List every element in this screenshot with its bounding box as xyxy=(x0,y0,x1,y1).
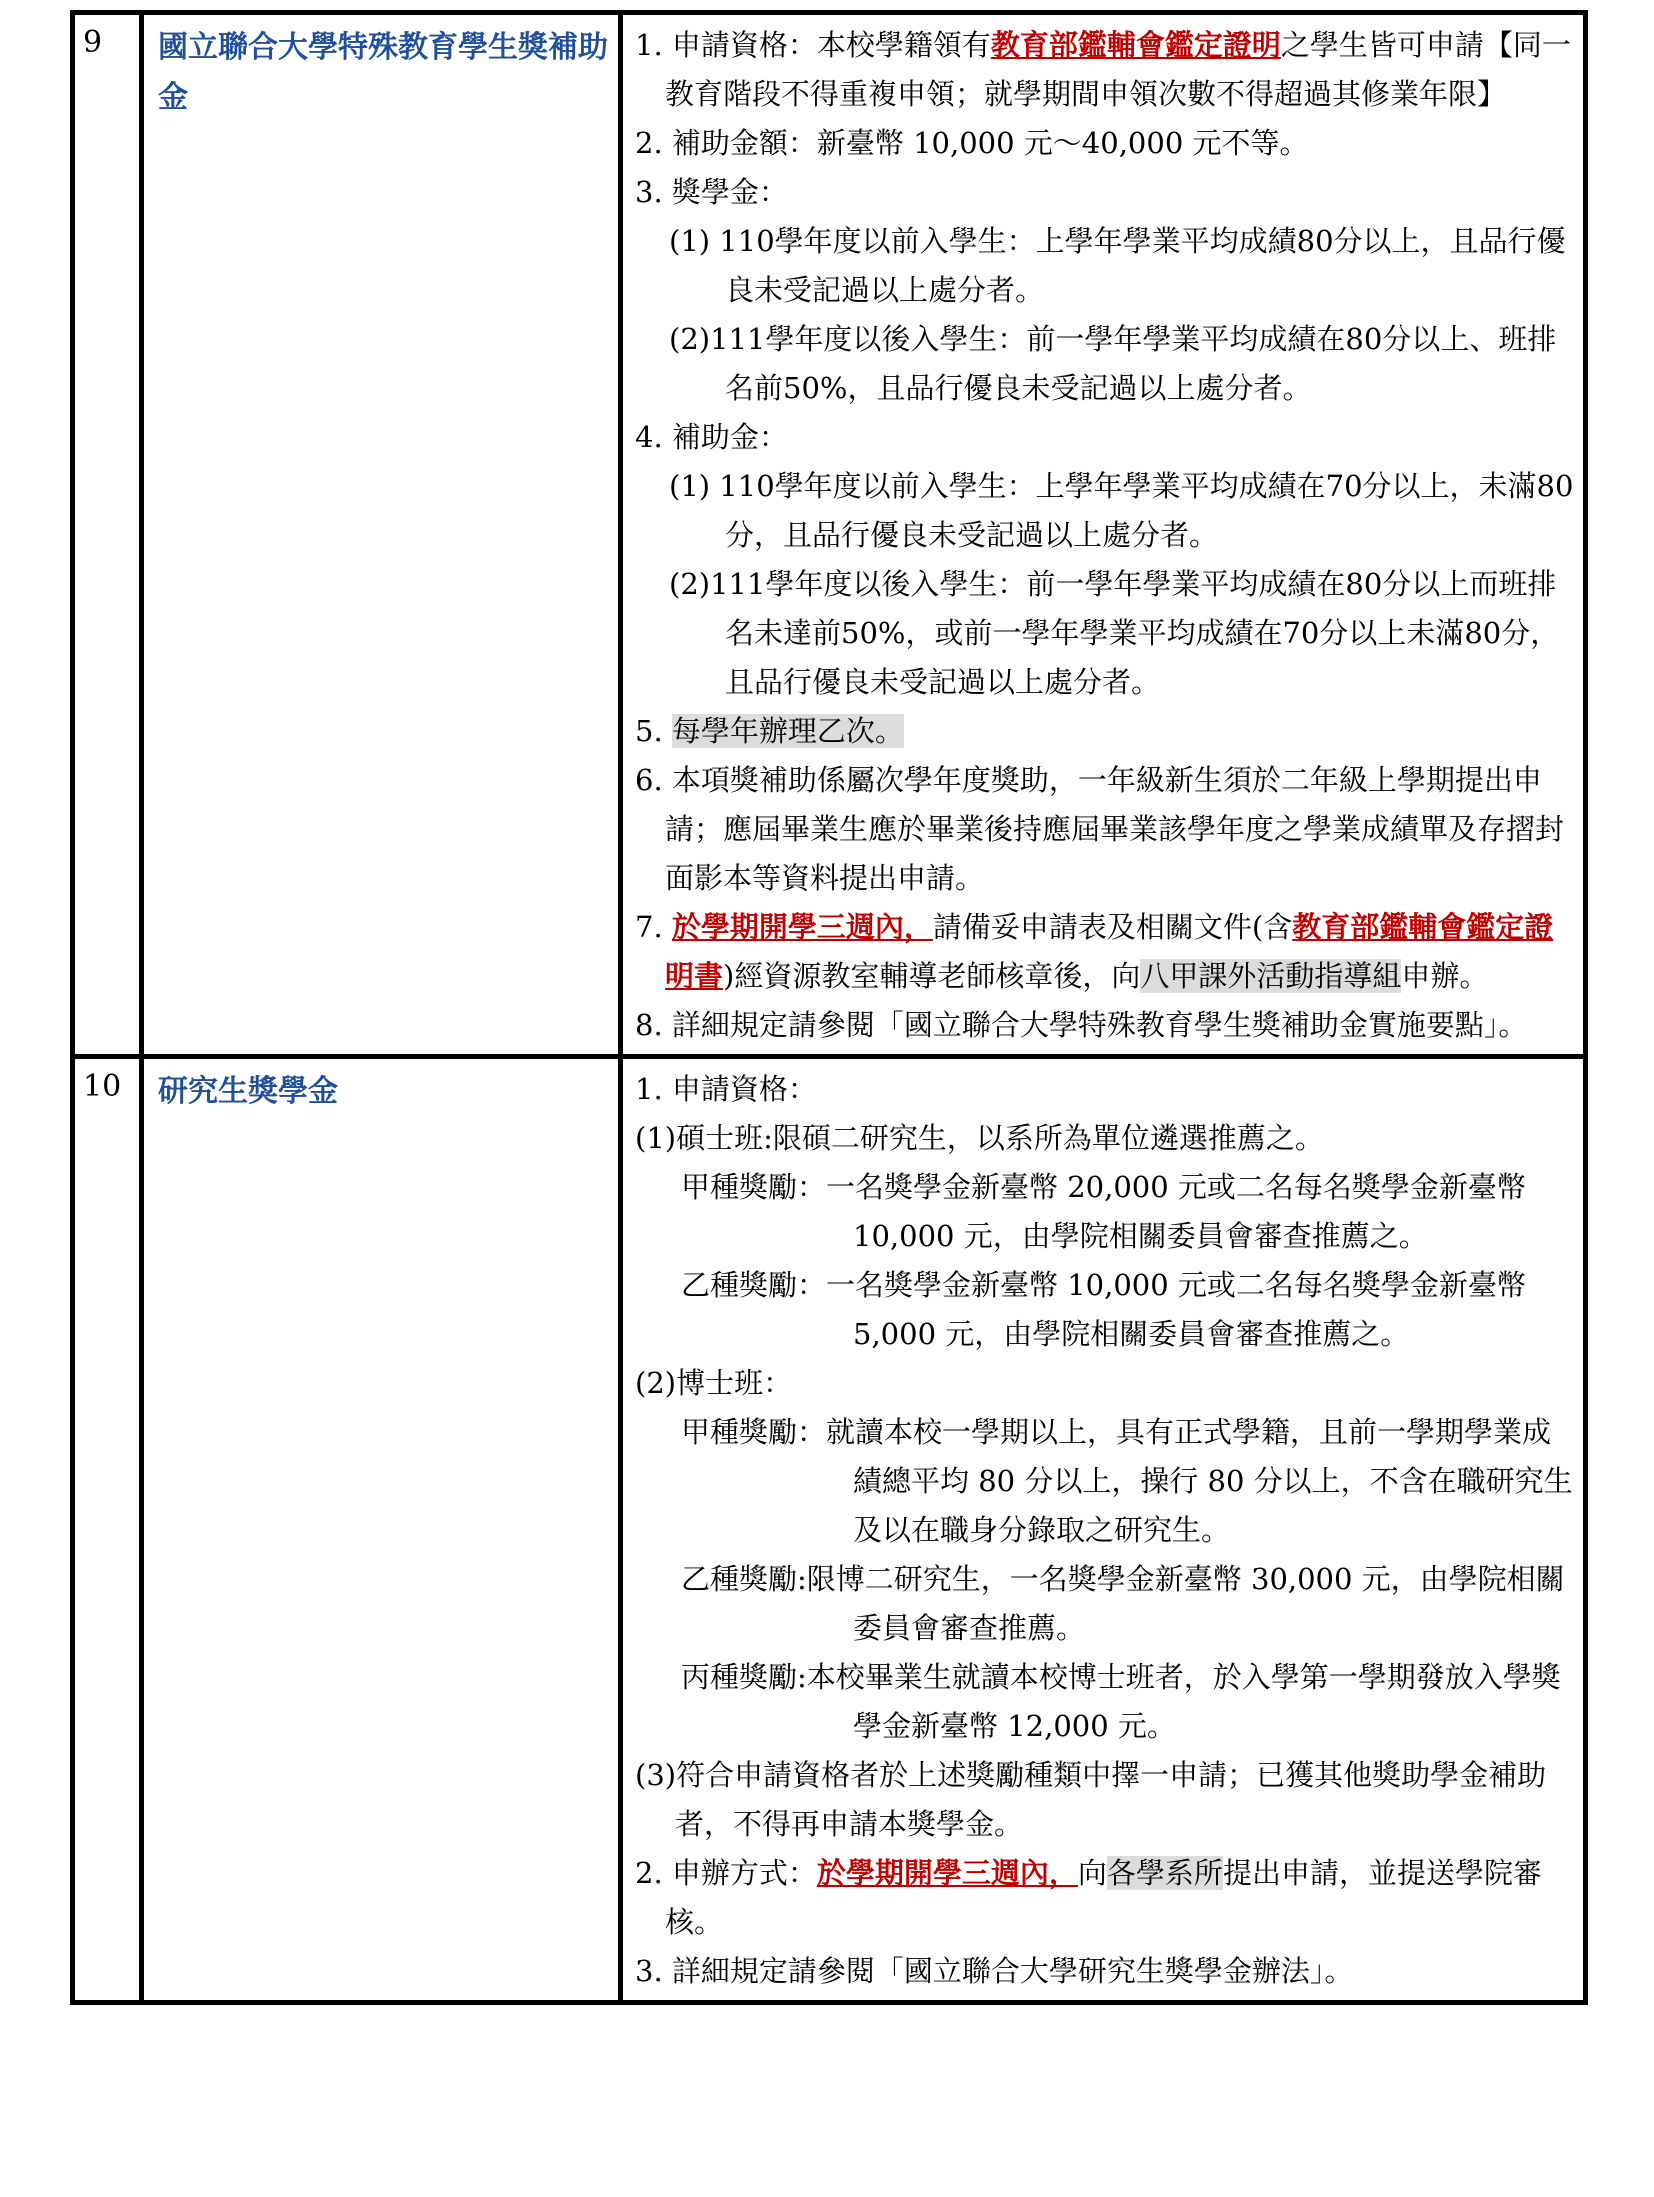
detail-text: 8. 詳細規定請參閱「國立聯合大學特殊教育學生獎補助金實施要點」。 xyxy=(635,1008,1528,1042)
emphasis-text: 教育部鑑輔會鑑定證明書 xyxy=(665,910,1554,993)
detail-text: 5. xyxy=(635,714,672,748)
highlighted-text: 八甲課外活動指導組 xyxy=(1140,959,1402,993)
detail-line xyxy=(635,1849,1575,1947)
detail-line xyxy=(635,1065,1575,1114)
detail-line xyxy=(635,168,1575,217)
detail-text: (2)111學年度以後入學生：前一學年學業平均成績在80分以上、班排名前50%，且品行優良未受記過以上處分者。 xyxy=(669,322,1557,405)
detail-line xyxy=(635,413,1575,462)
emphasis-text: 於學期開學三週內， xyxy=(816,1856,1078,1890)
detail-text: 請備妥申請表及相關文件(含 xyxy=(932,910,1293,944)
detail-text: 1. 申請資格： xyxy=(635,1072,817,1106)
detail-text: 2. 補助金額：新臺幣 10,000 元～40,000 元不等。 xyxy=(635,126,1309,160)
detail-line xyxy=(635,1261,1575,1359)
scholarship-table xyxy=(70,10,1588,2005)
detail-line xyxy=(635,462,1575,560)
detail-line xyxy=(635,1114,1575,1163)
detail-line xyxy=(635,1163,1575,1261)
detail-line xyxy=(635,1751,1575,1849)
highlighted-text: 每學年辦理乙次。 xyxy=(671,714,904,748)
detail-text: 7. xyxy=(635,910,672,944)
detail-line xyxy=(635,560,1575,707)
detail-text: 乙種獎勵:限博二研究生，一名獎學金新臺幣 30,000 元，由學院相關委員會審查推薦。 xyxy=(681,1562,1565,1645)
detail-text: (3)符合申請資格者於上述獎勵種類中擇一申請；已獲其他獎助學金補助者，不得再申請本獎學金。 xyxy=(635,1758,1547,1841)
detail-text: 申辦。 xyxy=(1401,959,1489,993)
detail-line xyxy=(635,315,1575,413)
detail-line xyxy=(635,119,1575,168)
detail-line xyxy=(635,1001,1575,1050)
highlighted-text: 各學系所 xyxy=(1106,1856,1223,1890)
detail-line xyxy=(635,1555,1575,1653)
detail-line xyxy=(635,217,1575,315)
detail-text: 乙種獎勵：一名獎學金新臺幣 10,000 元或二名每名獎學金新臺幣 5,000 元，由學院相關委員會審查推薦之。 xyxy=(681,1268,1526,1351)
detail-text: 丙種獎勵:本校畢業生就讀本校博士班者，於入學第一學期發放入學獎學金新臺幣 12,000 元。 xyxy=(681,1660,1561,1743)
detail-text: (1) 110學年度以前入學生：上學年學業平均成績80分以上，且品行優良未受記過以上處分者。 xyxy=(669,224,1566,307)
detail-text: (1) 110學年度以前入學生：上學年學業平均成績在70分以上，未滿80分，且品行優良未受記過以上處分者。 xyxy=(669,469,1574,552)
detail-text: 3. 獎學金： xyxy=(635,175,788,209)
detail-text: 向 xyxy=(1077,1856,1107,1890)
document-page xyxy=(70,10,1588,2005)
scholarship-details xyxy=(621,1057,1586,2003)
detail-text: 之學生皆可申請【同一教育階段不得重複申領；就學期間申領次數不得超過其修業年限】 xyxy=(665,28,1571,111)
scholarship-title: 研究生獎學金 xyxy=(142,1057,621,2003)
table-row xyxy=(73,13,1586,1057)
detail-line xyxy=(635,1359,1575,1408)
detail-line xyxy=(635,707,1575,756)
detail-text: (2)111學年度以後入學生：前一學年學業平均成績在80分以上而班排名未達前50%，或前一學年學業平均成績在70分以上未滿80分，且品行優良未受記過以上處分者。 xyxy=(669,567,1560,699)
detail-text: (1)碩士班:限碩二研究生，以系所為單位遴選推薦之。 xyxy=(635,1121,1324,1155)
row-number: 9 xyxy=(73,13,142,1057)
emphasis-text: 教育部鑑輔會鑑定證明 xyxy=(990,28,1281,62)
table-row xyxy=(73,1057,1586,2003)
detail-text: 6. 本項獎補助係屬次學年度獎助，一年級新生須於二年級上學期提出申請；應屆畢業生應於畢業後持應屆畢業該學年度之學業成績單及存摺封面影本等資料提出申請。 xyxy=(635,763,1565,895)
detail-text: )經資源教室輔導老師核章後，向 xyxy=(723,959,1141,993)
detail-line xyxy=(635,1653,1575,1751)
detail-text: 4. 補助金： xyxy=(635,420,788,454)
detail-text: (2)博士班： xyxy=(635,1366,793,1400)
detail-text: 2. 申辦方式： xyxy=(635,1856,817,1890)
detail-text: 提出申請，並提送學院審核。 xyxy=(665,1856,1542,1939)
detail-text: 1. 申請資格：本校學籍領有 xyxy=(635,28,991,62)
detail-text: 3. 詳細規定請參閱「國立聯合大學研究生獎學金辦法」。 xyxy=(635,1954,1354,1988)
emphasis-text: 於學期開學三週內， xyxy=(671,910,933,944)
detail-line xyxy=(635,903,1575,1001)
row-number: 10 xyxy=(73,1057,142,2003)
detail-line xyxy=(635,1408,1575,1555)
detail-line xyxy=(635,1947,1575,1996)
scholarship-title: 國立聯合大學特殊教育學生獎補助金 xyxy=(142,13,621,1057)
detail-text: 甲種獎勵：一名獎學金新臺幣 20,000 元或二名每名獎學金新臺幣 10,000 元，由學院相關委員會審查推薦之。 xyxy=(681,1170,1526,1253)
detail-text: 甲種獎勵：就讀本校一學期以上，具有正式學籍，且前一學期學業成績總平均 80 分以上，操行 80 分以上，不含在職研究生及以在職身分錄取之研究生。 xyxy=(681,1415,1573,1547)
detail-line xyxy=(635,21,1575,119)
detail-line xyxy=(635,756,1575,903)
scholarship-details xyxy=(621,13,1586,1057)
